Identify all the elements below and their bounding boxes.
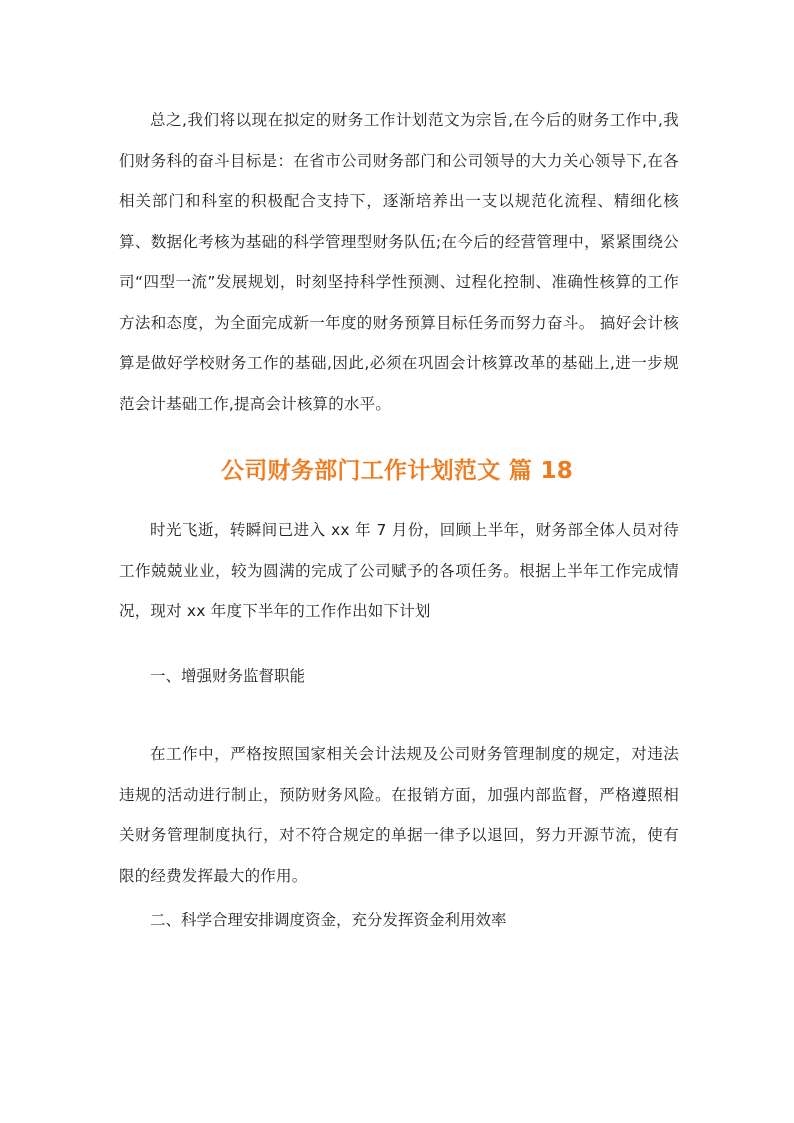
heading-financial-supervision: 一、增强财务监督职能	[150, 667, 306, 685]
section-title: 公司财务部门工作计划范文 篇 18	[220, 458, 574, 484]
paragraph-intro: 时光飞逝，转瞬间已进入 xx 年 7 月份，回顾上半年，财务部全体人员对待工作兢兢业业，较为圆满的完成了公司赋予的各项任务。根据上半年工作完成情况，现对 xx 年度下半年的工作作出如下计划	[119, 521, 679, 620]
paragraph-supervision: 在工作中，严格按照国家相关会计法规及公司财务管理制度的规定，对违法违规的活动进行制止，预防财务风险。在报销方面，加强内部监督，严格遵照相关财务管理制度执行，对不符合规定的单据一律予以退回，努力开源节流，使有限的经费发挥最大的作用。	[119, 745, 679, 885]
paragraph-summary: 总之,我们将以现在拟定的财务工作计划范文为宗旨,在今后的财务工作中,我们财务科的奋斗目标是：在省市公司财务部门和公司领导的大力关心领导下,在各相关部门和科室的积极配合支持下，逐渐培养出一支以规范化流程、精细化核算、数据化考核为基础的科学管理型财务队伍;在今后的经营管理中，紧紧围绕公司“四型一流”发展规划，时刻坚持科学性预测、过程化控制、准确性核算的工作方法和态度，为全面完成新一年度的财务预算目标任务而努力奋斗。 搞好会计核算是做好学校财务工作的基础,因此,必须在巩固会计核算改革的基础上,进一步规范会计基础工作,提高会计核算的水平。	[119, 111, 679, 413]
heading-fund-scheduling: 二、科学合理安排调度资金，充分发挥资金利用效率	[150, 911, 507, 929]
